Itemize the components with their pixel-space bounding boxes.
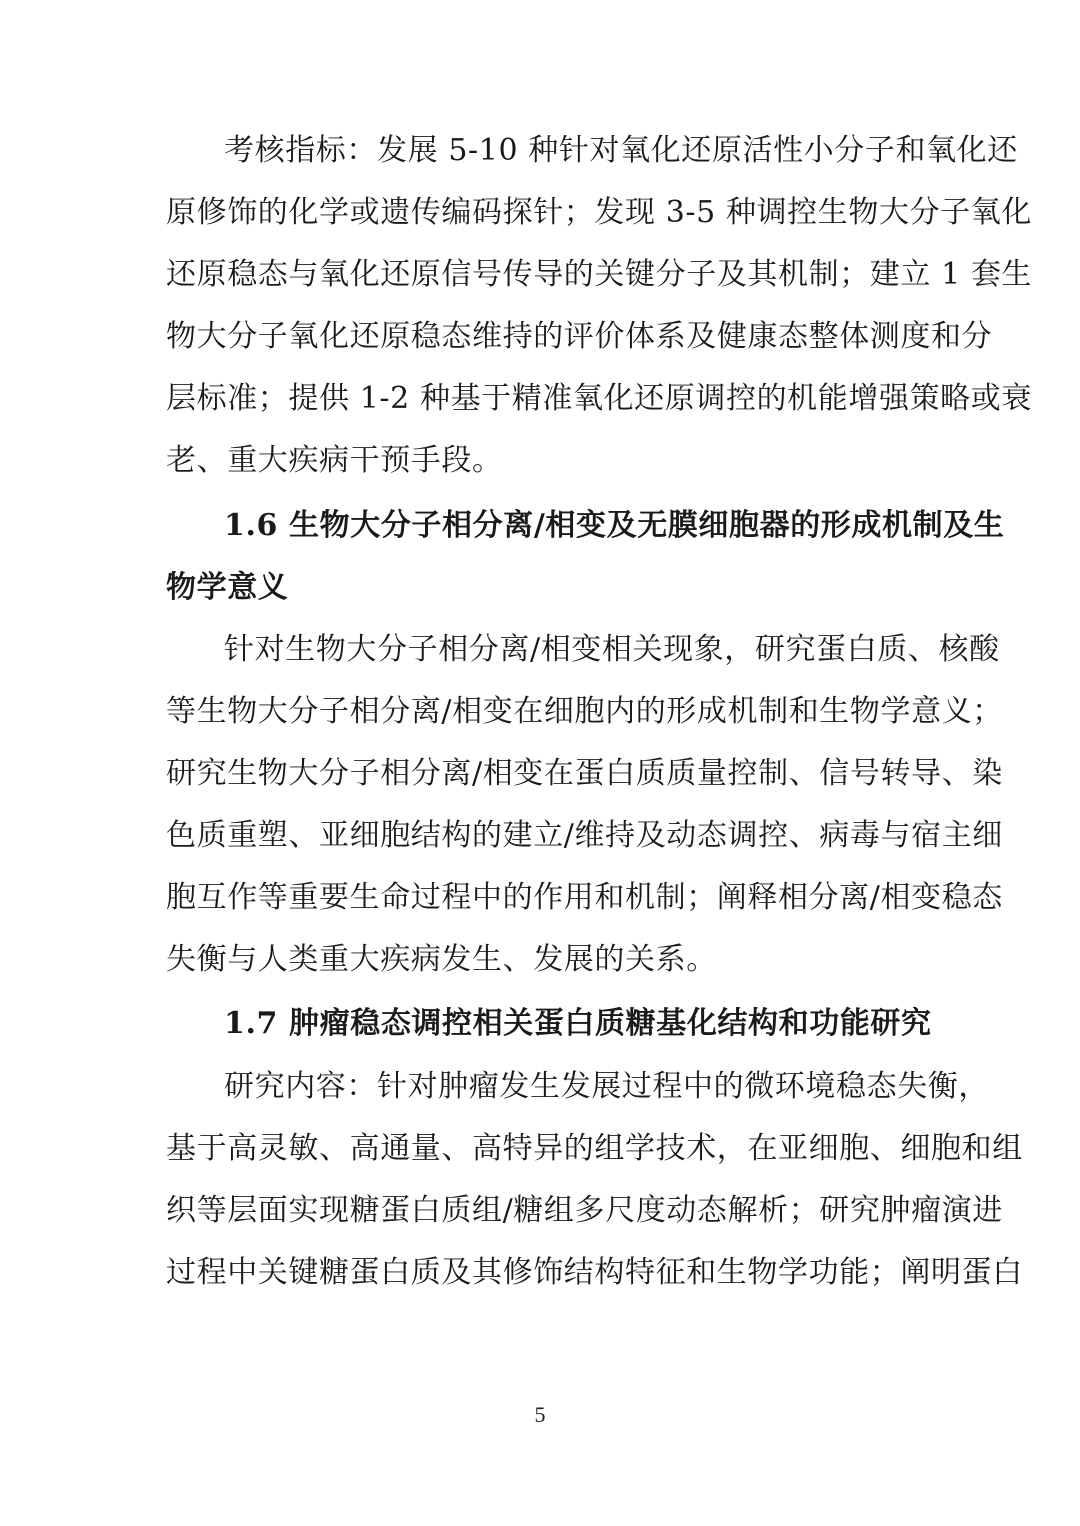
page-number: 5 <box>534 1402 546 1427</box>
heading-line: 1.7 肿瘤稳态调控相关蛋白质糖基化结构和功能研究 <box>224 1006 932 1041</box>
text-line: 层标准；提供 1-2 种基于精准氧化还原调控的机能增强策略或衰 <box>166 381 1032 416</box>
text-line: 研究内容：针对肿瘤发生发展过程中的微环境稳态失衡， <box>224 1069 989 1104</box>
text-line: 过程中关键糖蛋白质及其修饰结构特征和生物学功能；阐明蛋白 <box>166 1255 1023 1290</box>
text-line: 色质重塑、亚细胞结构的建立/维持及动态调控、病毒与宿主细 <box>166 818 1003 853</box>
text-line: 失衡与人类重大疾病发生、发展的关系。 <box>166 942 717 977</box>
text-line: 还原稳态与氧化还原信号传导的关键分子及其机制；建立 1 套生 <box>166 257 1033 292</box>
text-line: 基于高灵敏、高通量、高特异的组学技术，在亚细胞、细胞和组 <box>166 1131 1023 1166</box>
text-line: 胞互作等重要生命过程中的作用和机制；阐释相分离/相变稳态 <box>166 880 1003 915</box>
text-line: 针对生物大分子相分离/相变相关现象，研究蛋白质、核酸 <box>224 632 1000 667</box>
text-line: 物大分子氧化还原稳态维持的评价体系及健康态整体测度和分 <box>166 319 993 354</box>
text-line: 老、重大疾病干预手段。 <box>166 443 503 478</box>
text-line: 原修饰的化学或遗传编码探针；发现 3-5 种调控生物大分子氧化 <box>166 195 1032 230</box>
text-line: 研究生物大分子相分离/相变在蛋白质质量控制、信号转导、染 <box>166 756 1003 791</box>
text-line: 考核指标：发展 5-10 种针对氧化还原活性小分子和氧化还 <box>224 133 1018 168</box>
heading-line: 物学意义 <box>166 570 289 605</box>
heading-line: 1.6 生物大分子相分离/相变及无膜细胞器的形成机制及生 <box>224 508 1005 543</box>
text-line: 等生物大分子相分离/相变在细胞内的形成机制和生物学意义； <box>166 694 1003 729</box>
text-line: 织等层面实现糖蛋白质组/糖组多尺度动态解析；研究肿瘤演进 <box>166 1193 1003 1228</box>
